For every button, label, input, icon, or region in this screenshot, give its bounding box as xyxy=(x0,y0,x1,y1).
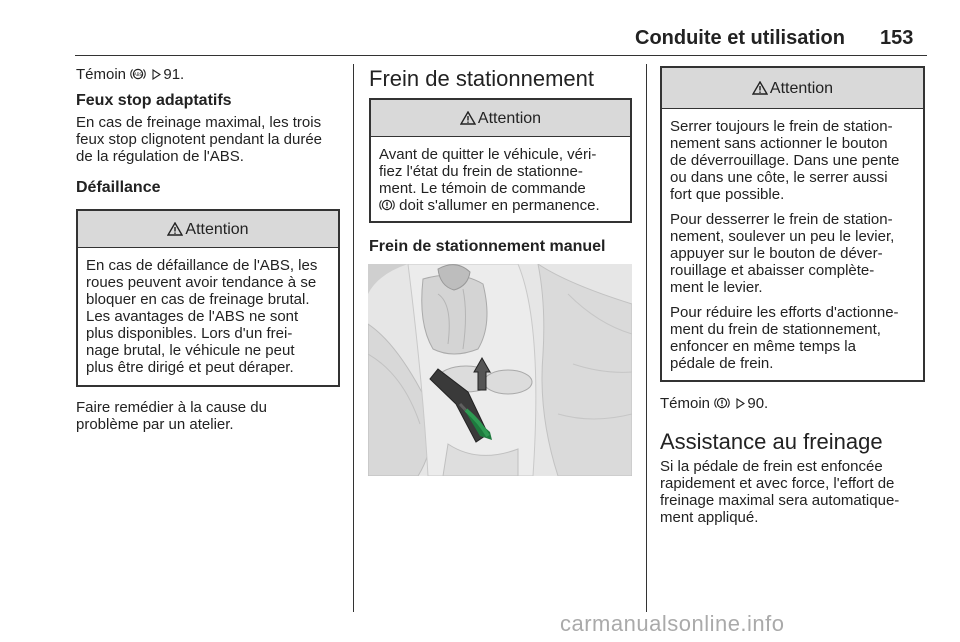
attention-title: Attention xyxy=(477,109,542,127)
text-line: Avant de quitter le véhicule, véri- xyxy=(379,146,597,163)
text-line: nement, soulever un peu le levier, xyxy=(670,228,895,245)
assistance-freinage-heading: Assistance au freinage xyxy=(660,429,883,454)
attention-box-abs xyxy=(76,209,340,387)
attention-header xyxy=(662,68,923,109)
defaillance-footer-text xyxy=(76,399,340,433)
text-line: ou dans une côte, le serrer aussi xyxy=(670,169,888,186)
text-line: plus disponibles. Lors d'un frei- xyxy=(86,325,293,342)
parking-brake-illustration xyxy=(368,264,632,476)
column-middle xyxy=(369,66,633,256)
text-line: doit s'allumer en permanence. xyxy=(399,197,600,214)
header-rule xyxy=(75,55,927,56)
assistance-freinage-text xyxy=(660,458,925,526)
text-line: freinage maximal sera automatique- xyxy=(660,492,900,509)
attention-title: Attention xyxy=(769,79,834,97)
attention-text xyxy=(379,146,622,214)
text-line: Pour réduire les efforts d'actionne- xyxy=(670,304,899,321)
text-line: Faire remédier à la cause du xyxy=(76,399,267,416)
attention-body xyxy=(371,137,630,221)
warning-triangle-icon xyxy=(752,81,768,95)
attention-body xyxy=(78,248,338,385)
attention-title: Attention xyxy=(185,220,249,238)
frein-manuel-heading: Frein de stationnement manuel xyxy=(369,238,606,255)
text-line: bloquer en cas de freinage brutal. xyxy=(86,291,310,308)
abs-lamp-icon xyxy=(130,67,146,81)
text-line: rouillage et abaisser complète- xyxy=(670,262,875,279)
text-line: fiez l'état du frein de stationne- xyxy=(379,163,583,180)
text-line: Les avantages de l'ABS ne sont xyxy=(86,308,299,325)
cross-reference-icon xyxy=(152,69,161,80)
frein-stationnement-heading: Frein de stationnement xyxy=(369,66,595,91)
attention-paragraph xyxy=(670,118,915,203)
text-line: Serrer toujours le frein de station- xyxy=(670,118,893,135)
text-line: de la régulation de l'ABS. xyxy=(76,148,244,165)
column-left xyxy=(76,66,340,433)
feux-stop-text xyxy=(76,114,340,165)
column-right xyxy=(660,66,925,526)
text-line: problème par un atelier. xyxy=(76,416,234,433)
temoin-frein-line xyxy=(660,395,925,412)
temoin-abs-prefix: Témoin xyxy=(76,66,127,83)
text-line: feux stop clignotent pendant la durée xyxy=(76,131,323,148)
svg-text:ABS: ABS xyxy=(134,71,143,77)
column-divider-right xyxy=(646,64,647,612)
attention-paragraph xyxy=(670,304,915,372)
running-header-title: Conduite et utilisation xyxy=(635,27,845,49)
text-line: pédale de frein. xyxy=(670,355,774,372)
text-line: de déverrouillage. Dans une pente xyxy=(670,152,900,169)
temoin-frein-prefix: Témoin xyxy=(660,395,711,412)
text-line: ment le levier. xyxy=(670,279,763,296)
temoin-abs-ref: 91. xyxy=(163,66,185,83)
text-line: ment appliqué. xyxy=(660,509,759,526)
text-line: En cas de défaillance de l'ABS, les xyxy=(86,257,318,274)
text-line: appuyer sur le bouton de déver- xyxy=(670,245,883,262)
attention-paragraph xyxy=(670,211,915,296)
text-line: nement sans actionner le bouton xyxy=(670,135,888,152)
text-line: nage brutal, le véhicule ne peut xyxy=(86,342,295,359)
cross-reference-icon xyxy=(736,398,745,409)
brake-lamp-icon xyxy=(714,396,730,410)
defaillance-heading: Défaillance xyxy=(76,179,161,196)
text-line: fort que possible. xyxy=(670,186,785,203)
text-line: rapidement et avec force, l'effort de xyxy=(660,475,895,492)
temoin-frein-ref: 90. xyxy=(747,395,769,412)
text-line: Pour desserrer le frein de station- xyxy=(670,211,893,228)
page-number: 153 xyxy=(880,27,914,49)
site-watermark: carmanualsonline.info xyxy=(560,611,785,636)
text-line: enfoncer en même temps la xyxy=(670,338,856,355)
warning-triangle-icon xyxy=(460,111,476,125)
brake-lamp-icon xyxy=(379,198,395,212)
feux-stop-heading: Feux stop adaptatifs xyxy=(76,92,232,109)
text-line: En cas de freinage maximal, les trois xyxy=(76,114,322,131)
attention-body xyxy=(662,109,923,380)
text-line: Si la pédale de frein est enfoncée xyxy=(660,458,883,475)
attention-header xyxy=(78,211,338,248)
attention-header xyxy=(371,100,630,137)
attention-box-serrer xyxy=(660,66,925,382)
attention-text xyxy=(86,257,330,376)
attention-box-frein xyxy=(369,98,632,223)
column-divider-left xyxy=(353,64,354,612)
text-line: plus être dirigé et peut déraper. xyxy=(86,359,294,376)
temoin-abs-line xyxy=(76,66,340,83)
text-line: roues peuvent avoir tendance à se xyxy=(86,274,317,291)
text-line: ment. Le témoin de commande xyxy=(379,180,586,197)
warning-triangle-icon xyxy=(167,222,183,236)
text-line: ment du frein de stationnement, xyxy=(670,321,881,338)
